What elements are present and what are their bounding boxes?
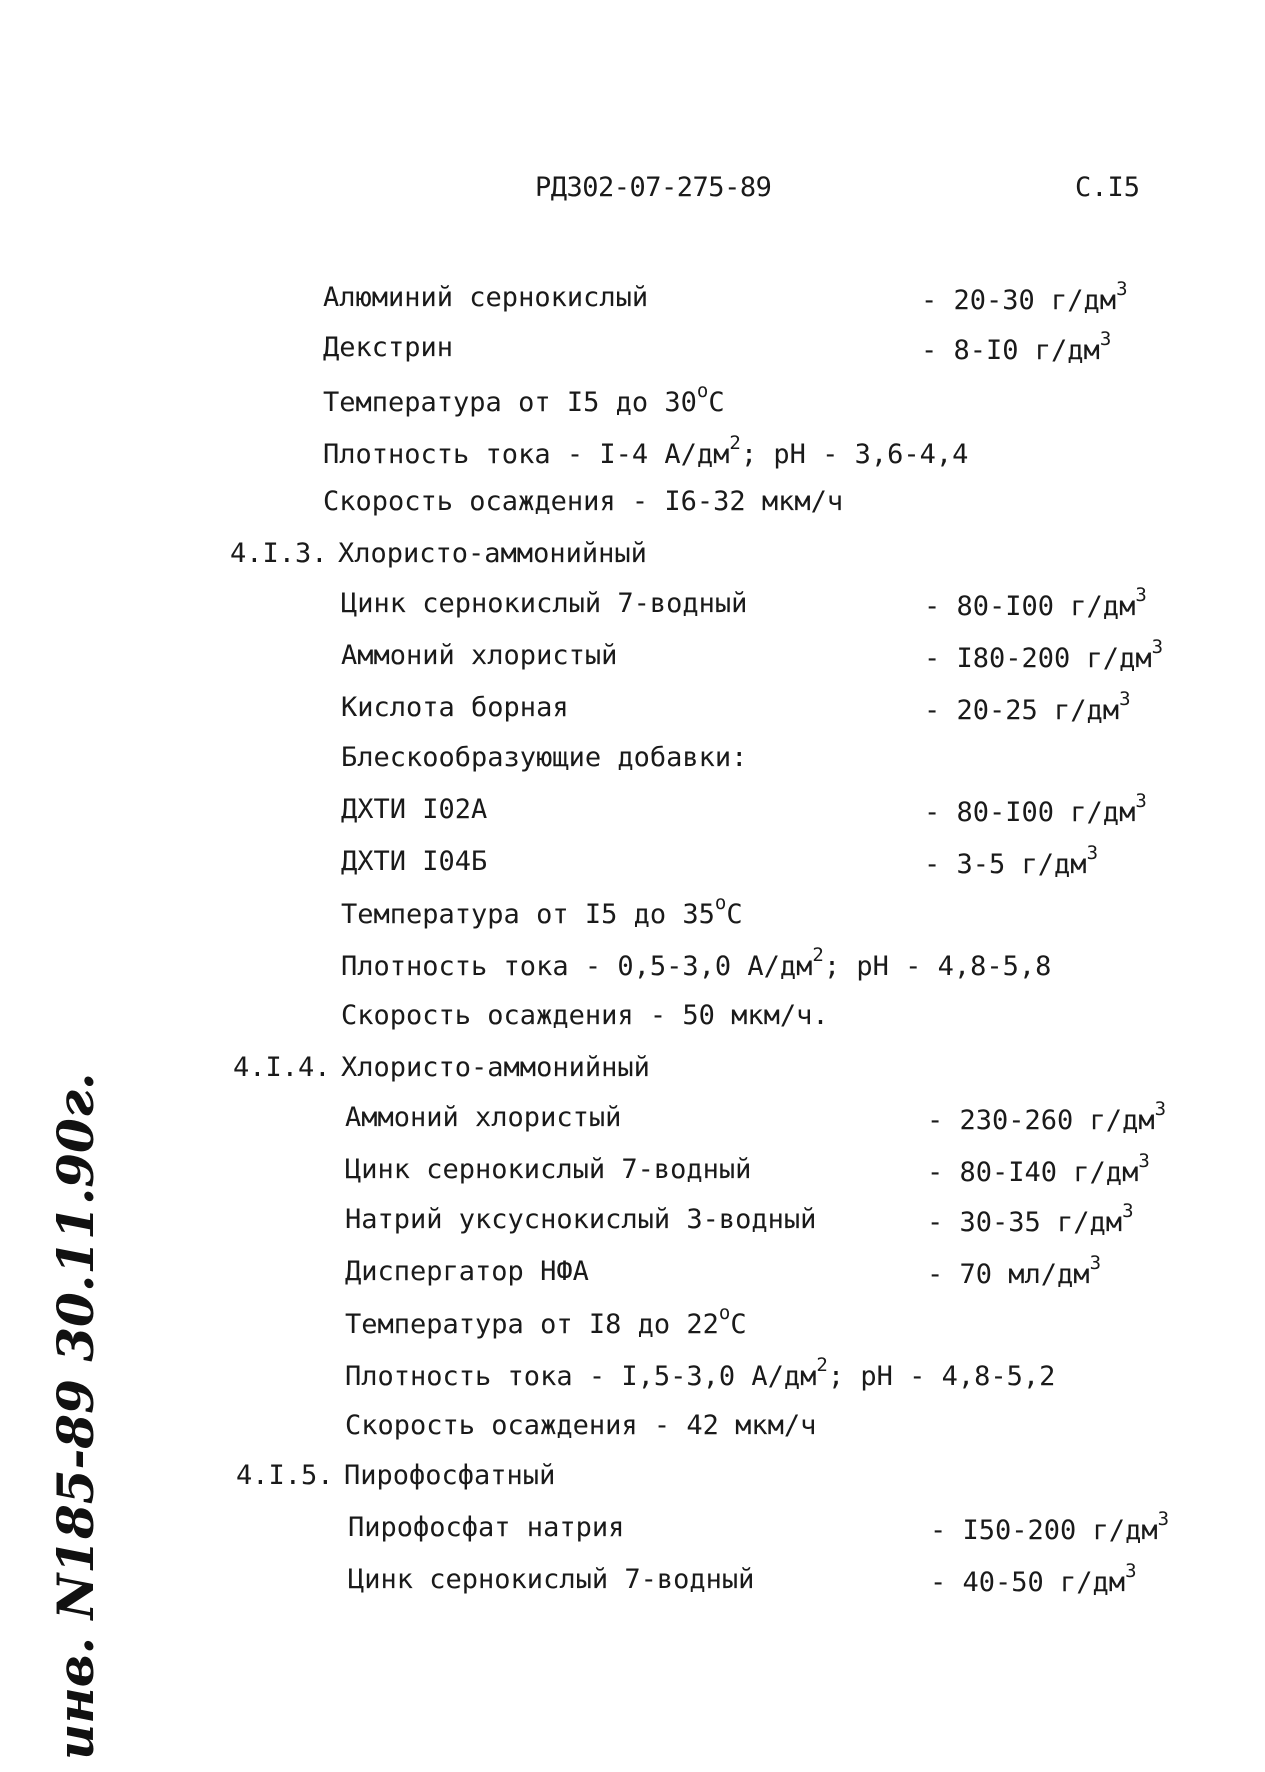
component-name: Алюминий сернокислый xyxy=(323,282,649,313)
component-name: Кислота борная xyxy=(341,692,569,723)
component-name: Цинк сернокислый 7-водный xyxy=(341,588,748,619)
component-name: Диспергатор НФА xyxy=(345,1256,589,1287)
component-value: - 8-I0 $г/дм^3$ xyxy=(921,328,1112,366)
component-name: Декстрин xyxy=(323,332,454,363)
component-name: Цинк сернокислый 7-водный xyxy=(345,1154,752,1185)
component-name: Натрий уксуснокислый 3-водный xyxy=(345,1204,817,1235)
temperature-line: Температура от I5 до $35^оС$ xyxy=(341,892,743,930)
current-density-line: Плотность тока - I,5-3,0 $А/дм^2$; рН - 4,8-5,2 xyxy=(345,1354,1056,1392)
inventory-stamp: инв. N185-89 30.11.90г. xyxy=(46,1072,105,1760)
component-value: - I80-200 $г/дм^3$ xyxy=(924,636,1164,674)
additive-name: ДХТИ I02А xyxy=(341,794,488,825)
component-value: - 70 $мл/дм^3$ xyxy=(927,1252,1102,1290)
additive-name: ДХТИ I04Б xyxy=(341,846,488,877)
additive-value: - 80-I00 $г/дм^3$ xyxy=(924,790,1147,828)
component-value: - 80-I40 $г/дм^3$ xyxy=(927,1150,1150,1188)
section-heading-4-1-5: 4.I.5. Пирофосфатный xyxy=(236,1460,556,1491)
section-heading-4-1-3: 4.I.3. Хлористо-аммонийный xyxy=(230,538,647,569)
section-heading-4-1-4: 4.I.4. Хлористо-аммонийный xyxy=(233,1052,650,1083)
component-name: Цинк сернокислый 7-водный xyxy=(348,1564,755,1595)
deposition-rate-line: Скорость осаждения - 42 мкм/ч xyxy=(345,1410,817,1441)
component-name: Аммоний хлористый xyxy=(341,640,618,671)
document-number: РД302-07-275-89 xyxy=(535,172,772,203)
component-value: - 40-50 $г/дм^3$ xyxy=(930,1560,1137,1598)
additive-value: - 3-5 $г/дм^3$ xyxy=(924,842,1099,880)
current-density-line: Плотность тока - 0,5-3,0 $А/дм^2$; рН - 4,8-5,8 xyxy=(341,944,1052,982)
temperature-line: Температура от I8 до $22^оС$ xyxy=(345,1302,747,1340)
component-value: - 30-35 $г/дм^3$ xyxy=(927,1200,1134,1238)
current-density-line: Плотность тока - I-4 $А/дм^2$; рН - 3,6-4,4 xyxy=(323,432,969,470)
component-value: - 230-260 $г/дм^3$ xyxy=(927,1098,1167,1136)
deposition-rate-line: Скорость осаждения - 50 мкм/ч. xyxy=(341,1000,829,1031)
deposition-rate-line: Скорость осаждения - I6-32 мкм/ч xyxy=(323,486,844,517)
temperature-line: Температура от I5 до $30^оС$ xyxy=(323,380,725,418)
component-name: Пирофосфат натрия xyxy=(348,1512,625,1543)
component-value: - 80-I00 $г/дм^3$ xyxy=(924,584,1147,622)
component-value: - 20-30 $г/дм^3$ xyxy=(921,278,1128,316)
additives-label: Блескообразующие добавки: xyxy=(341,742,748,773)
component-name: Аммоний хлористый xyxy=(345,1102,622,1133)
component-value: - 20-25 $г/дм^3$ xyxy=(924,688,1131,726)
component-value: - I50-200 $г/дм^3$ xyxy=(930,1508,1170,1546)
page-number: С.I5 xyxy=(1075,172,1141,203)
